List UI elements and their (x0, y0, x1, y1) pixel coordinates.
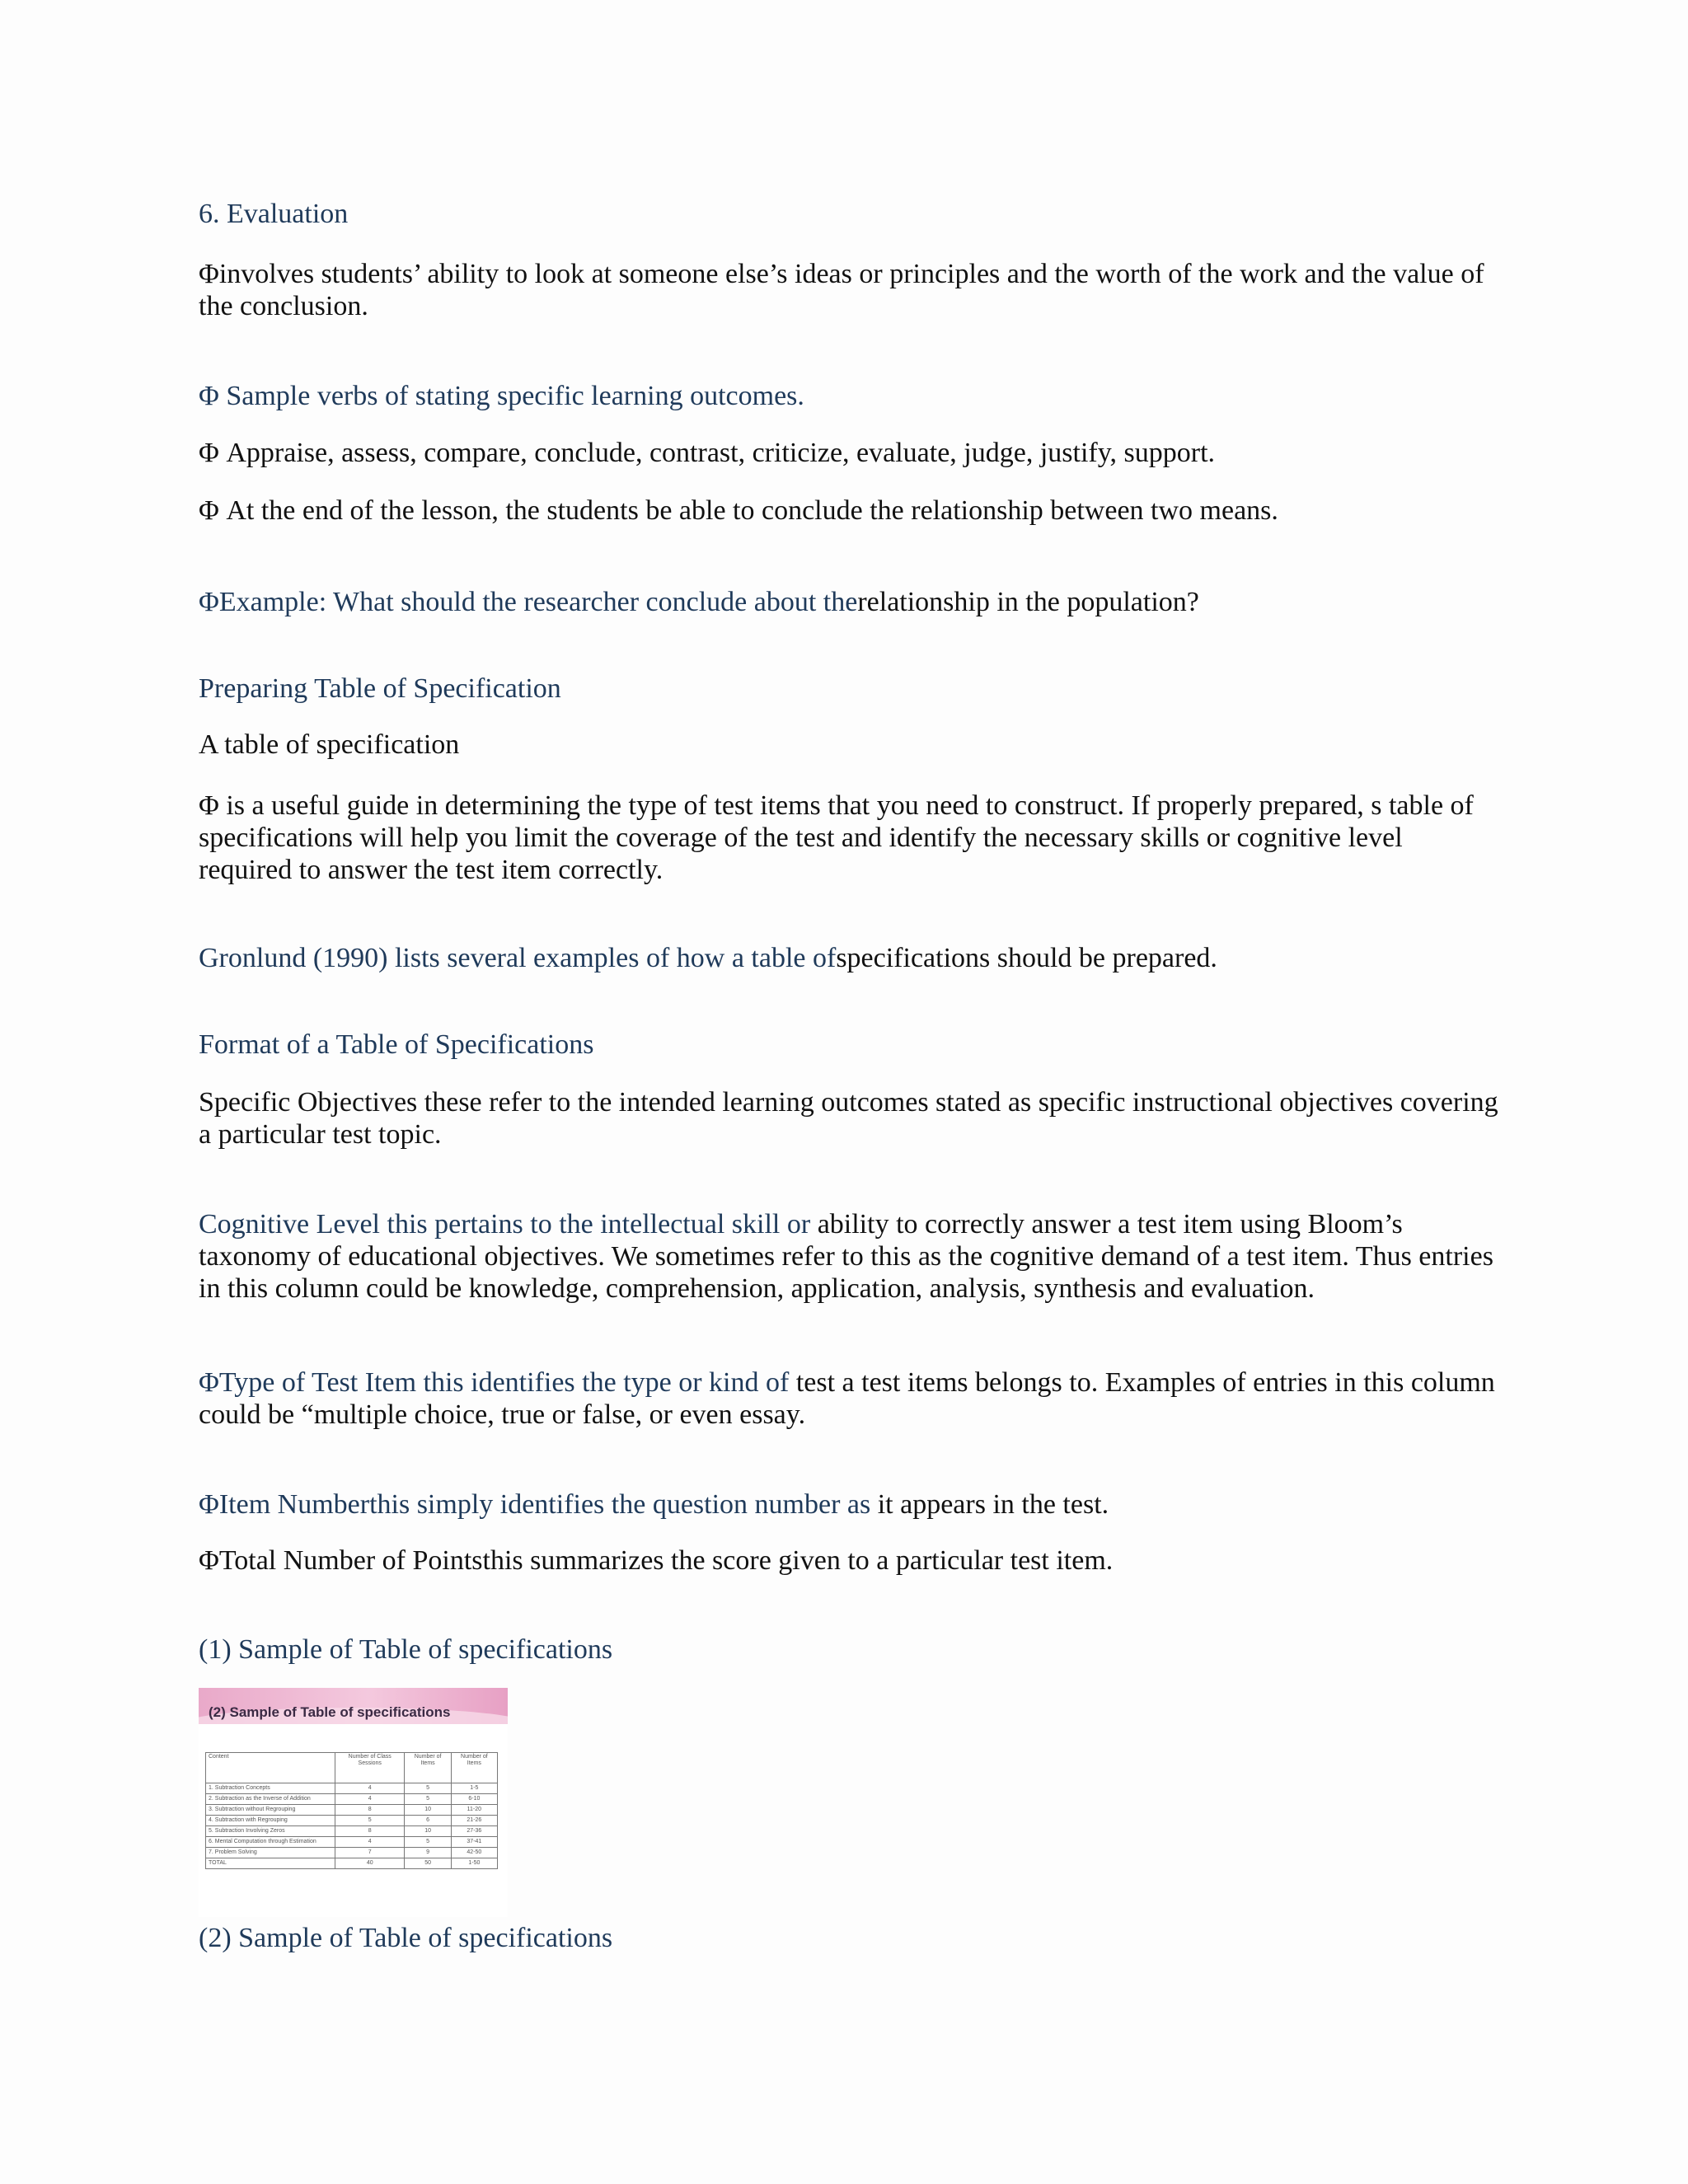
thumbnail-table-cell: 8 (335, 1826, 405, 1837)
thumbnail-table-cell: 1-5 (451, 1783, 497, 1794)
gronlund-line (199, 942, 1501, 974)
thumbnail-table-cell: 1-50 (451, 1858, 497, 1869)
gronlund-suffix: specifications should be prepared. (836, 943, 1217, 973)
thumbnail-table-cell: 40 (335, 1858, 405, 1869)
item-number (199, 1488, 1501, 1521)
thumbnail-table-row (206, 1816, 498, 1826)
thumbnail-table-row (206, 1858, 498, 1869)
thumbnail-table-cell: 6. Mental Computation through Estimation (206, 1837, 335, 1848)
thumbnail-table-cell: 5 (335, 1816, 405, 1826)
thumbnail-table-row (206, 1848, 498, 1858)
thumbnail-table-cell: 7. Problem Solving (206, 1848, 335, 1858)
thumbnail-table-row (206, 1826, 498, 1837)
thumbnail-header-row (206, 1753, 498, 1783)
verbs-list: Φ Appraise, assess, compare, conclude, contrast, criticize, evaluate, judge, justify, support. (199, 438, 1216, 468)
cognitive-suffix: ability to correctly answer a test item using Bloom’s taxonomy of educational objectives. We sometimes refer to this as the cognitive demand of a test item. Thus entries in this column could be knowledge, comprehension, application, analysis, synthesis and evaluation. (199, 1209, 1493, 1304)
thumbnail-table-cell: 5 (405, 1794, 451, 1805)
example-question (199, 586, 1501, 618)
cognitive-prefix: Cognitive Level this pertains to the intellectual skill or (199, 1209, 811, 1240)
gronlund-prefix: Gronlund (1990) lists several examples of how a table of (199, 943, 837, 973)
thumbnail-table-cell: 5 (405, 1783, 451, 1794)
tos-heading: Preparing Table of Specification (199, 673, 561, 704)
specific-objectives: Specific Objectives these refer to the intended learning outcomes stated as specific instructional objectives covering a particular test topic. (199, 1087, 1498, 1150)
sample-verbs-heading: Φ Sample verbs of stating specific learning outcomes. (199, 381, 804, 411)
thumbnail-table-cell: 4 (335, 1783, 405, 1794)
thumbnail-table-row (206, 1805, 498, 1816)
sample1-caption: (1) Sample of Table of specifications (199, 1634, 613, 1665)
thumbnail-table-cell: 4 (335, 1837, 405, 1848)
thumbnail-table-cell: 42-50 (451, 1848, 497, 1858)
thumbnail-table-cell: 2. Subtraction as the Inverse of Addition (206, 1794, 335, 1805)
item-prefix: ΦItem Numberthis simply identifies the question number as (199, 1489, 871, 1520)
thumbnail-table-cell: 6 (405, 1816, 451, 1826)
thumbnail-table-cell: 3. Subtraction without Regrouping (206, 1805, 335, 1816)
example-question-prefix: ΦExample: What should the researcher conclude about the (199, 587, 858, 617)
thumbnail-table-cell: 5. Subtraction Involving Zeros (206, 1826, 335, 1837)
thumbnail-table-cell: TOTAL (206, 1858, 335, 1869)
sample2-caption: (2) Sample of Table of specifications (199, 1923, 613, 1953)
thumbnail-table-cell: 1. Subtraction Concepts (206, 1783, 335, 1794)
thumbnail-table-cell: 4. Subtraction with Regrouping (206, 1816, 335, 1826)
evaluation-heading: 6. Evaluation (199, 199, 349, 229)
thumbnail-table-cell: 5 (405, 1837, 451, 1848)
thumbnail-header-cell: Number of Items (405, 1753, 451, 1783)
thumbnail-table-cell: 8 (335, 1805, 405, 1816)
thumbnail-header-cell: Number of Items (451, 1753, 497, 1783)
type-of-test-item (199, 1366, 1501, 1431)
format-heading: Format of a Table of Specifications (199, 1029, 594, 1060)
example-question-suffix: relationship in the population? (857, 587, 1199, 617)
objective-example: Φ At the end of the lesson, the students be able to conclude the relationship between two means. (199, 495, 1278, 526)
thumbnail-table-cell: 10 (405, 1826, 451, 1837)
total-points: ΦTotal Number of Pointsthis summarizes the score given to a particular test item. (199, 1545, 1114, 1576)
thumbnail-table-cell: 7 (335, 1848, 405, 1858)
thumbnail-table-cell: 6-10 (451, 1794, 497, 1805)
thumbnail-table-cell: 27-36 (451, 1826, 497, 1837)
table-of-specifications-image (199, 1688, 508, 1917)
thumbnail-table-cell: 10 (405, 1805, 451, 1816)
thumbnail-table-cell: 21-26 (451, 1816, 497, 1826)
thumbnail-header-cell: Number of Class Sessions (335, 1753, 405, 1783)
tos-subheading: A table of specification (199, 729, 460, 760)
thumbnail-table-row (206, 1783, 498, 1794)
thumbnail-table-cell: 11-20 (451, 1805, 497, 1816)
thumbnail-table-row (206, 1794, 498, 1805)
thumbnail-title: (2) Sample of Table of specifications (209, 1704, 451, 1720)
thumbnail-table-row (206, 1837, 498, 1848)
thumbnail-table-cell: 9 (405, 1848, 451, 1858)
tos-body: Φ is a useful guide in determining the type of test items that you need to construct. If properly prepared, s table of specifications will help you limit the coverage of the test and identify the necessary skills or cognitive level required to answer the test item correctly. (199, 790, 1474, 885)
thumbnail-table-cell: 4 (335, 1794, 405, 1805)
evaluation-definition: Φinvolves students’ ability to look at someone else’s ideas or principles and the worth of the work and the value of the conclusion. (199, 259, 1484, 321)
thumbnail-table-cell: 50 (405, 1858, 451, 1869)
thumbnail-table-cell: 37-41 (451, 1837, 497, 1848)
thumbnail-header-cell: Content (206, 1753, 335, 1783)
item-suffix: it appears in the test. (870, 1489, 1109, 1520)
type-prefix: ΦType of Test Item this identifies the type or kind of (199, 1367, 790, 1398)
type-suffix: test a test items belongs to. Examples of entries in this column could be “multiple choice, true or false, or even essay. (199, 1367, 1495, 1430)
thumbnail-table (205, 1752, 498, 1869)
cognitive-level (199, 1208, 1501, 1305)
